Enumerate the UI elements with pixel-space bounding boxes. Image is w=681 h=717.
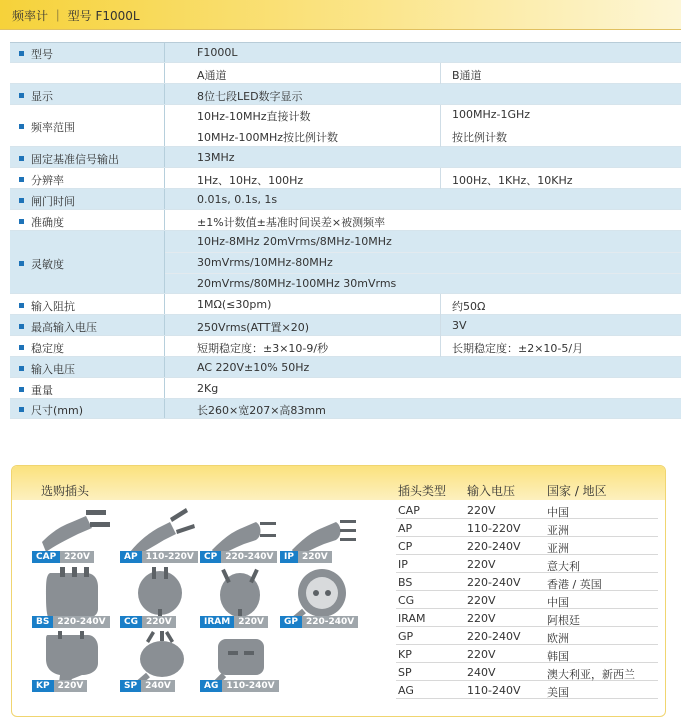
spec-label-cell <box>10 399 165 418</box>
spec-row <box>10 315 681 336</box>
plug-region: 意大利 <box>547 560 580 573</box>
spec-value: ±1%计数值±基准时间误差×被测频率 <box>197 215 386 229</box>
gp-plug-icon <box>284 565 362 623</box>
spec-value: 20mVrms/80MHz-100MHz 30mVrms <box>197 277 397 290</box>
spec-row <box>10 63 681 84</box>
plug-table-header-voltage: 输入电压 <box>467 484 516 498</box>
plug-name: CG <box>120 616 142 628</box>
plug-table-row <box>396 501 658 519</box>
plug-type: GP <box>398 630 414 643</box>
spec-label: 重量 <box>31 383 53 397</box>
spec-value: 10Hz-8MHz 20mVrms/8MHz-10MHz <box>197 235 392 248</box>
spec-label: 分辨率 <box>31 173 64 187</box>
plug-type: AG <box>398 684 414 697</box>
spec-row <box>10 210 681 231</box>
spec-label: 输入阻抗 <box>31 299 75 313</box>
cp-plug-icon <box>204 500 282 558</box>
plug-panel <box>11 465 666 717</box>
spec-value: 30mVrms/10MHz-80MHz <box>197 256 333 269</box>
plug-voltage: 220V <box>142 616 176 628</box>
spec-value: 250Vrms(ATT置×20) <box>197 320 310 334</box>
spec-label-cell <box>10 378 165 398</box>
plug-table-row <box>396 609 658 627</box>
sp-plug-icon <box>124 629 202 687</box>
plug-input-voltage: 240V <box>467 666 496 679</box>
cap-plug-icon <box>36 500 114 558</box>
spec-column-divider <box>440 294 441 315</box>
spec-value: 约50Ω <box>452 299 486 313</box>
plug-voltage: 220V <box>234 616 268 628</box>
plug-type: IP <box>398 558 408 571</box>
plug-label <box>200 680 280 692</box>
spec-label-cell <box>10 294 165 314</box>
spec-value: 1Hz、10Hz、100Hz <box>197 173 304 187</box>
plug-label <box>280 551 360 563</box>
plug-region: 澳大利亚，新西兰 <box>547 668 635 681</box>
spec-label: 固定基准信号输出 <box>31 152 119 166</box>
spec-label: 型号 <box>31 48 53 61</box>
spec-row <box>10 378 681 399</box>
spec-value: AC 220V±10% 50Hz <box>197 360 310 374</box>
spec-label-cell <box>10 105 165 146</box>
spec-value: 8位七段LED数字显示 <box>197 89 303 103</box>
plug-table-header-type: 插头类型 <box>398 484 447 498</box>
spec-label: 输入电压 <box>31 362 75 376</box>
bullet-square-icon <box>19 345 24 350</box>
plug-input-voltage: 220V <box>467 612 496 625</box>
plug-name: IP <box>280 551 298 563</box>
plug-table-row <box>396 681 658 699</box>
bullet-square-icon <box>19 366 24 371</box>
ap-plug-icon <box>124 500 202 558</box>
spec-label: 闸门时间 <box>31 194 75 208</box>
page-title: 频率计 ｜ 型号 F1000L <box>12 9 140 23</box>
spec-row <box>10 357 681 378</box>
plug-label <box>32 680 120 692</box>
header-divider <box>0 29 681 30</box>
spec-value: B通道 <box>452 68 482 82</box>
bullet-square-icon <box>19 407 24 412</box>
plug-input-voltage: 220V <box>467 558 496 571</box>
plug-input-voltage: 220-240V <box>467 630 521 643</box>
bullet-square-icon <box>19 156 24 161</box>
spec-label-cell <box>10 210 165 230</box>
plug-table-row <box>396 645 658 663</box>
iram-plug-icon <box>204 565 282 623</box>
plug-type: CP <box>398 540 413 553</box>
spec-value: 10Hz-10MHz直接计数 <box>197 110 311 123</box>
plug-type: AP <box>398 522 413 535</box>
spec-label-cell <box>10 357 165 377</box>
plug-voltage: 220V <box>298 551 332 563</box>
spec-value: 10MHz-100MHz按比例计数 <box>197 131 339 144</box>
spec-label-cell <box>10 189 165 209</box>
plug-name: CP <box>200 551 221 563</box>
plug-type: CAP <box>398 504 420 517</box>
spec-label-cell <box>10 168 165 188</box>
spec-value: 100Hz、1KHz、10KHz <box>452 173 573 187</box>
plug-table-header-region: 国家 / 地区 <box>547 484 607 498</box>
spec-row <box>10 84 681 105</box>
bullet-square-icon <box>19 198 24 203</box>
spec-label-cell <box>10 315 165 335</box>
spec-value: 0.01s, 0.1s, 1s <box>197 192 278 206</box>
plug-type: BS <box>398 576 413 589</box>
plug-voltage: 220-240V <box>53 616 109 628</box>
plug-table-row <box>396 573 658 591</box>
plug-region: 亚洲 <box>547 524 569 537</box>
plug-table-row <box>396 591 658 609</box>
plug-region: 美国 <box>547 686 569 699</box>
kp-plug-icon <box>36 629 114 687</box>
spec-column-divider <box>440 105 441 147</box>
bullet-square-icon <box>19 93 24 98</box>
plug-name: GP <box>280 616 302 628</box>
plug-input-voltage: 220-240V <box>467 540 521 553</box>
plug-voltage: 220-240V <box>302 616 358 628</box>
spec-label: 稳定度 <box>31 341 64 355</box>
plug-voltage: 220V <box>60 551 94 563</box>
plug-type: KP <box>398 648 412 661</box>
bullet-square-icon <box>19 261 24 266</box>
bullet-square-icon <box>19 177 24 182</box>
plug-input-voltage: 110-220V <box>467 522 521 535</box>
spec-value: 2Kg <box>197 381 219 395</box>
plug-input-voltage: 220V <box>467 504 496 517</box>
spec-row <box>10 231 681 294</box>
plug-table-row <box>396 555 658 573</box>
plug-region: 香港 / 英国 <box>547 578 602 591</box>
plug-panel-title: 选购插头 <box>41 484 90 498</box>
plug-label <box>200 551 280 563</box>
spec-column-divider <box>440 63 441 84</box>
spec-value: 1MΩ(≤30pm) <box>197 297 272 311</box>
plug-voltage: 240V <box>141 680 175 692</box>
plug-type: IRAM <box>398 612 426 625</box>
spec-value: 100MHz-1GHz <box>452 108 531 121</box>
bullet-square-icon <box>19 219 24 224</box>
plug-name: SP <box>120 680 141 692</box>
spec-row <box>10 43 681 63</box>
plug-input-voltage: 220-240V <box>467 576 521 589</box>
plug-name: KP <box>32 680 54 692</box>
plug-table-row <box>396 537 658 555</box>
plug-label <box>32 616 120 628</box>
spec-label-cell <box>10 63 165 83</box>
plug-voltage: 220V <box>54 680 88 692</box>
plug-type: CG <box>398 594 415 607</box>
spec-column-divider <box>440 315 441 336</box>
plug-voltage: 220-240V <box>221 551 277 563</box>
spec-label-cell <box>10 336 165 356</box>
plug-type: SP <box>398 666 412 679</box>
spec-value: 长期稳定度：±2×10-5/月 <box>452 341 584 355</box>
spec-label: 频率范围 <box>31 121 75 134</box>
spec-subrow-divider <box>165 252 681 253</box>
plug-name: AP <box>120 551 142 563</box>
spec-value: 3V <box>452 318 467 332</box>
spec-label: 尺寸(mm) <box>31 404 84 417</box>
spec-value: 按比例计数 <box>452 131 507 144</box>
plug-table-row <box>396 627 658 645</box>
cg-plug-icon <box>124 565 202 623</box>
spec-value: 13MHz <box>197 150 235 164</box>
spec-value: 短期稳定度：±3×10-9/秒 <box>197 341 329 355</box>
spec-row <box>10 294 681 315</box>
plug-region: 中国 <box>547 596 569 609</box>
page-header <box>0 0 681 30</box>
plug-name: AG <box>200 680 222 692</box>
plug-region: 亚洲 <box>547 542 569 555</box>
bullet-square-icon <box>19 51 24 56</box>
spec-row <box>10 147 681 168</box>
spec-label: 灵敏度 <box>31 257 64 271</box>
spec-row <box>10 189 681 210</box>
plug-label <box>280 616 360 628</box>
plug-label <box>120 680 200 692</box>
plug-label <box>120 616 200 628</box>
spec-value: 长260×宽207×高83mm <box>197 404 326 417</box>
plug-input-voltage: 220V <box>467 594 496 607</box>
spec-label-cell <box>10 84 165 104</box>
ip-plug-icon <box>284 500 362 558</box>
plug-voltage: 110-220V <box>142 551 198 563</box>
spec-label-cell <box>10 43 165 62</box>
spec-row <box>10 168 681 189</box>
spec-value: F1000L <box>197 46 238 59</box>
spec-row <box>10 105 681 147</box>
spec-column-divider <box>440 168 441 189</box>
plug-region: 韩国 <box>547 650 569 663</box>
spec-label-cell <box>10 147 165 167</box>
spec-label-cell <box>10 231 165 293</box>
bullet-square-icon <box>19 387 24 392</box>
plug-region: 中国 <box>547 506 569 519</box>
plug-region: 欧洲 <box>547 632 569 645</box>
bullet-square-icon <box>19 324 24 329</box>
plug-voltage: 110-240V <box>222 680 278 692</box>
bullet-square-icon <box>19 124 24 129</box>
plug-region: 阿根廷 <box>547 614 580 627</box>
plug-table-row <box>396 519 658 537</box>
spec-label: 显示 <box>31 89 53 103</box>
spec-row <box>10 399 681 419</box>
plug-label <box>200 616 280 628</box>
plug-input-voltage: 110-240V <box>467 684 521 697</box>
spec-label: 最高输入电压 <box>31 320 97 334</box>
spec-row <box>10 336 681 357</box>
spec-subrow-divider <box>165 273 681 274</box>
spec-column-divider <box>440 336 441 357</box>
spec-label: 准确度 <box>31 215 64 229</box>
bs-plug-icon <box>36 565 114 623</box>
ag-plug-icon <box>204 629 282 687</box>
plug-label <box>32 551 120 563</box>
plug-table-row <box>396 663 658 681</box>
spec-value: A通道 <box>197 68 227 82</box>
plug-label <box>120 551 200 563</box>
plug-name: IRAM <box>200 616 234 628</box>
plug-name: CAP <box>32 551 60 563</box>
plug-name: BS <box>32 616 53 628</box>
bullet-square-icon <box>19 303 24 308</box>
plug-input-voltage: 220V <box>467 648 496 661</box>
